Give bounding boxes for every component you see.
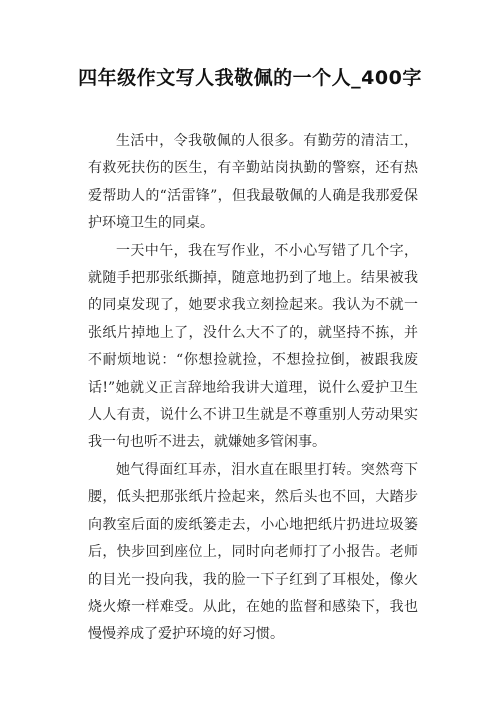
paragraph-2: 一天中午，我在写作业，不小心写错了几个字，就随手把那张纸撕掉，随意地扔到了地上。结果被我的同桌发现了，她要求我立刻捡起来。我认为不就一张纸片掉地上了，没什么大不了的，就坚持不拣，并不耐烦地说：“你想捡就捡，不想捡拉倒，被跟我废话!”她就义正言辞地给我讲大道理，说什么爱护卫生人人有责，说什么不讲卫生就是不尊重别人劳动果实我一句也听不进去，就嫌她多管闲事。: [88, 242, 418, 451]
document-body: [88, 128, 418, 649]
paragraph-1: 生活中，令我敬佩的人很多。有勤劳的清洁工，有救死扶伤的医生，有辛勤站岗执勤的警察，还有热爱帮助人的“活雷锋”，但我最敬佩的人确是我那爱保护环境卫生的同桌。: [88, 133, 418, 232]
paragraph-3: 她气得面红耳赤，泪水直在眼里打转。突然弯下腰，低头把那张纸片捡起来，然后头也不回，大踏步向教室后面的废纸篓走去，小心地把纸片扔进垃圾篓后，快步回到座位上，同时向老师打了小报告。老师的目光一投向我，我的脸一下子红到了耳根处，像火烧火燎一样难受。从此，在她的监督和感染下，我也慢慢养成了爱护环境的好习惯。: [88, 461, 418, 643]
document-title: 四年级作文写人我敬佩的一个人_400字: [78, 67, 422, 89]
